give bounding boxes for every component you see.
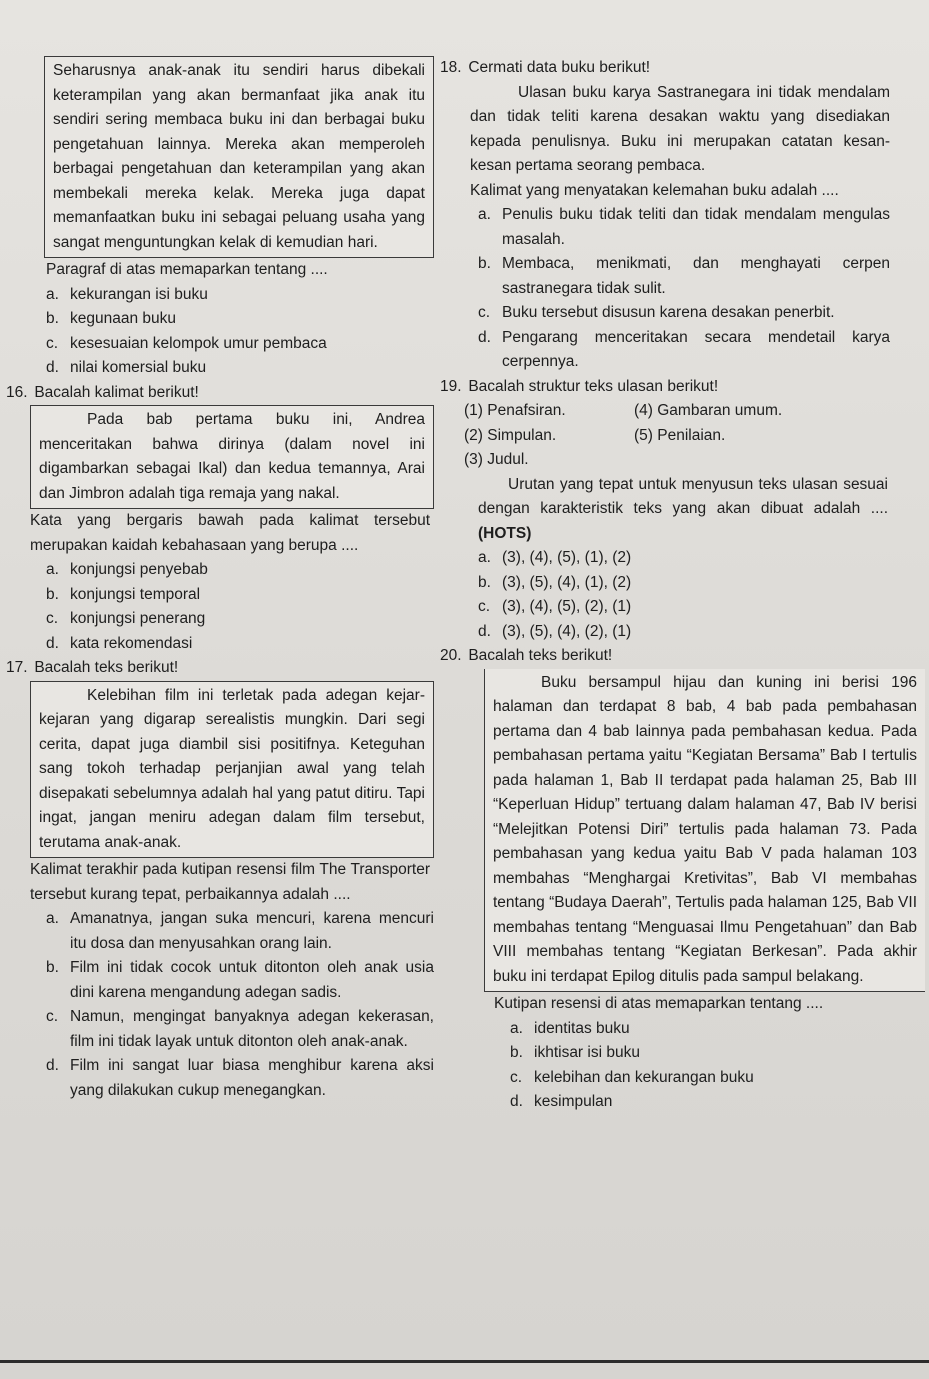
q16-option-d[interactable]: d. kata rekomendasi — [46, 634, 193, 652]
right-column — [440, 56, 920, 1115]
q20-option-d[interactable]: d. kesimpulan — [510, 1093, 613, 1110]
q20-number: 20. — [440, 647, 462, 664]
q16-header — [6, 381, 446, 406]
q19-hots-badge: (HOTS) — [478, 524, 532, 542]
q18-options — [440, 203, 920, 375]
q16-options — [14, 558, 446, 656]
q20-passage-box — [484, 669, 925, 993]
q19-items-row: (2) Simpulan. (5) Penilaian. — [464, 426, 726, 444]
left-column — [6, 56, 446, 1103]
q17-option-a[interactable]: a. Amanatnya, jangan suka mencuri, karena mencuri itu dosa dan menyusahkan orang lain. — [46, 910, 434, 952]
q19-option-c[interactable]: c. (3), (4), (5), (2), (1) — [478, 598, 632, 615]
q20-prompt: Bacalah teks berikut! — [468, 647, 613, 664]
q18-option-c[interactable]: c. Buku tersebut disusun karena desakan penerbit. — [478, 304, 835, 321]
q17-question: Kalimat terakhir pada kutipan resensi film The Transporter tersebut kurang tepat, perbaikannya adalah .... — [30, 861, 430, 903]
q18-option-d[interactable]: d. Pengarang menceritakan secara mendetail karya cerpennya. — [478, 328, 890, 370]
q15-option-c[interactable]: c. kesesuaian kelompok umur pembaca — [46, 334, 327, 352]
q17-number: 17. — [6, 659, 28, 676]
q19-option-b[interactable]: b. (3), (5), (4), (1), (2) — [478, 573, 632, 591]
q17-option-c[interactable]: c. Namun, mengingat banyaknya adegan kekerasan, film ini tidak layak untuk ditonton oleh anak-anak. — [46, 1008, 434, 1050]
q17-header — [6, 656, 446, 681]
q17-option-d[interactable]: d. Film ini sangat luar biasa menghibur karena aksi yang dilakukan cukup menegangkan. — [46, 1057, 434, 1099]
q15-option-a[interactable]: a. kekurangan isi buku — [46, 285, 208, 303]
q17-passage: Kelebihan film ini terletak pada adegan kejar-kejaran yang digarap serealistis mungkin. Dari segi cerita, dapat juga diambil sisi positifnya. Keteguhan sang tokoh terhadap perjanjian awal yang telah disepakati sebelumnya adalah hal yang patut ditiru. Tapi ingat, jangan meniru adegan dalam film tersebut, terutama anak-anak. — [39, 686, 425, 851]
q19-options — [440, 546, 920, 644]
q17-options — [14, 907, 446, 1103]
q20-option-a[interactable]: a. identitas buku — [510, 1019, 630, 1037]
q16-number: 16. — [6, 383, 28, 401]
q19-question-block — [478, 473, 888, 547]
q18-passage: Ulasan buku karya Sastranegara ini tidak mendalam dan tidak teliti karena desakan waktu yang disediakan kepada penulisnya. Buku ini merupakan catatan kesan-kesan pertama seorang pembaca. — [470, 83, 890, 174]
q19-question: Urutan yang tepat untuk menyusun teks ulasan sesuai dengan karakteristik teks yang akan dibuat adalah .... — [478, 475, 888, 517]
q17-prompt: Bacalah teks berikut! — [34, 659, 179, 676]
q16-option-a[interactable]: a. konjungsi penyebab — [46, 561, 208, 578]
q18-prompt: Cermati data buku berikut! — [468, 59, 651, 76]
q20-question: Kutipan resensi di atas memaparkan tentang .... — [494, 995, 824, 1012]
q18-option-b[interactable]: b. Membaca, menikmati, dan menghayati cerpen sastranegara tidak sulit. — [478, 255, 890, 297]
q19-prompt: Bacalah struktur teks ulasan berikut! — [468, 377, 719, 395]
q17-passage-box — [30, 681, 434, 859]
q16-option-c[interactable]: c. konjungsi penerang — [46, 610, 206, 627]
q20-passage: Buku bersampul hijau dan kuning ini berisi 196 halaman dan terdapat 8 bab, 4 bab pada pembahasan pertama dan 4 bab lainnya pada pembahasan kedua. Pada pembahasan pertama yaitu “Kegiatan Bersama” Bab I tertulis pada halaman 1, Bab II terdapat pada halaman 25, Bab III “Keperluan Hidup” tertuang dalam halaman 47, Bab IV berisi “Melejitkan Potensi Diri” tertulis pada halaman 73. Pada pembahasan yang kedua yaitu Bab V pada halaman 103 membahas “Menghargai Kretivitas”, Bab VI membahas tentang “Budaya Daerah”, Tertulis pada halaman 125, Bab VII membahas tentang “Menguasai Ilmu Pengetahuan” dan Bab VIII membahas tentang “Kegiatan Berkesan”. Pada akhir buku ini terdapat Epilog ditulis pada sampul belakang. — [493, 673, 917, 985]
q16-passage-box — [30, 405, 434, 509]
q18-question: Kalimat yang menyatakan kelemahan buku adalah .... — [470, 181, 839, 199]
q15-options — [14, 283, 446, 381]
q16-question: Kata yang bergaris bawah pada kalimat tersebut merupakan kaidah kebahasaan yang berupa .... — [30, 512, 430, 554]
q18-option-a[interactable]: a. Penulis buku tidak teliti dan tidak mendalam mengulas masalah. — [478, 206, 890, 248]
q15-option-b[interactable]: b. kegunaan buku — [46, 310, 177, 327]
q17-option-b[interactable]: b. Film ini tidak cocok untuk ditonton oleh anak usia dini karena mengandung adegan sadis. — [46, 959, 434, 1001]
q19-items-row: (3) Judul. — [464, 451, 529, 468]
q19-items-row: (1) Penafsiran. (4) Gambaran umum. — [464, 402, 783, 419]
q19-items — [440, 399, 920, 473]
q19-option-a[interactable]: a. (3), (4), (5), (1), (2) — [478, 549, 632, 566]
page-bottom-rule — [0, 1360, 929, 1363]
q16-option-b[interactable]: b. konjungsi temporal — [46, 585, 201, 603]
q15-question: Paragraf di atas memaparkan tentang .... — [46, 261, 328, 278]
q18-number: 18. — [440, 59, 462, 76]
q16-passage: Pada bab pertama buku ini, Andrea menceritakan bahwa dirinya (dalam novel ini digambarkan sebagai Ikal) dan kedua temannya, Arai dan Jimbron adalah tiga remaja yang nakal. — [39, 411, 425, 502]
q19-option-d[interactable]: d. (3), (5), (4), (2), (1) — [478, 622, 632, 640]
q18-header — [440, 56, 920, 81]
q19-number: 19. — [440, 377, 462, 395]
q20-option-b[interactable]: b. ikhtisar isi buku — [510, 1044, 640, 1061]
q18-passage-block — [470, 81, 890, 179]
q20-option-c[interactable]: c. kelebihan dan kekurangan buku — [510, 1068, 754, 1086]
q20-options — [440, 1017, 920, 1115]
q15-passage: Seharusnya anak-anak itu sendiri harus dibekali keterampilan yang akan bermanfaat jika anak itu sendiri sering membaca buku ini dan berbagai buku pengetahuan lainnya. Mereka akan memperoleh berbagai pengetahuan dan keterampilan yang akan membekali mereka kelak. Mereka juga dapat memanfaatkan buku ini sebagai peluang usaha yang sangat menguntungkan kelak di kemudian hari. — [53, 62, 425, 251]
q19-header — [440, 375, 920, 400]
q15-option-d[interactable]: d. nilai komersial buku — [46, 359, 207, 376]
q16-prompt: Bacalah kalimat berikut! — [34, 383, 199, 401]
q15-passage-box — [44, 56, 434, 258]
q20-header — [440, 644, 920, 669]
